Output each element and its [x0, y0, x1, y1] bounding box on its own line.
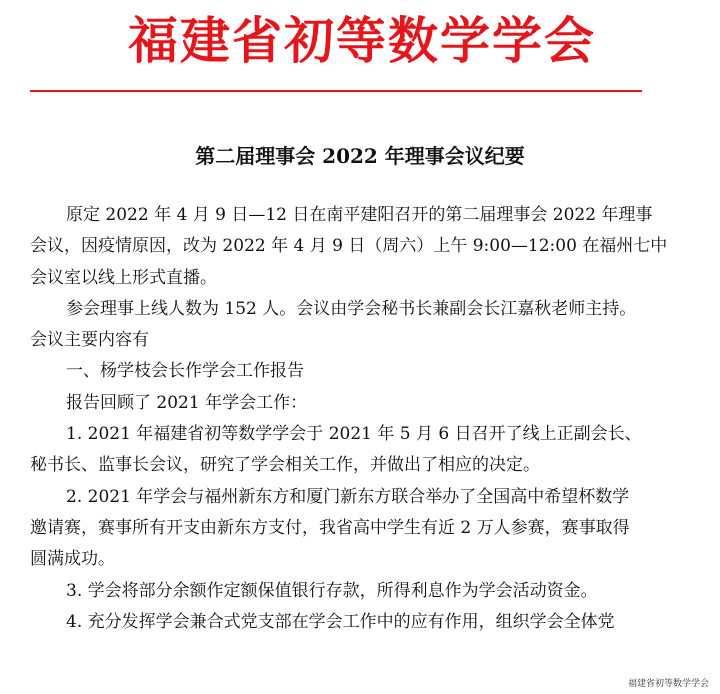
list-item-4-line-1: 4. 充分发挥学会兼合式党支部在学会工作中的应有作用，组织学会全体党	[66, 611, 615, 632]
list-item-1-line-2: 秘书长、监事长会议，研究了学会相关工作，并做出了相应的决定。	[30, 455, 540, 476]
body-line-5: 会议主要内容有	[30, 330, 149, 351]
red-divider-line	[30, 90, 642, 92]
watermark-label: 福建省初等数学学会	[625, 675, 712, 690]
list-item-3: 3. 学会将部分余额作定额保值银行存款，所得利息作为学会活动资金。	[66, 580, 598, 601]
list-item-1-line-1: 1. 2021 年福建省初等数学学会于 2021 年 5 月 6 日召开了线上正副会长、	[66, 424, 642, 445]
list-item-2-line-1: 2. 2021 年学会与福州新东方和厦门新东方联合举办了全国高中希望杯数学	[66, 486, 630, 507]
document-title: 第二届理事会 2022 年理事会议纪要	[195, 144, 525, 168]
organization-name-heading: 福建省初等数学学会	[128, 11, 596, 70]
list-item-2-line-3: 圆满成功。	[30, 549, 115, 570]
body-line-3: 会议室以线上形式直播。	[30, 267, 217, 288]
section-heading-1: 一、杨学枝会长作学会工作报告	[66, 361, 304, 382]
list-item-2-line-2: 邀请赛，赛事所有开支由新东方支付，我省高中学生有近 2 万人参赛，赛事取得	[30, 517, 630, 538]
body-line-4: 参会理事上线人数为 152 人。会议由学会秘书长兼副会长江嘉秋老师主持。	[66, 298, 637, 319]
body-line-1: 原定 2022 年 4 月 9 日—12 日在南平建阳召开的第二届理事会 2022 年理事	[66, 205, 653, 225]
body-line-7: 报告回顾了 2021 年学会工作：	[66, 392, 308, 413]
body-line-2: 会议，因疫情原因，改为 2022 年 4 月 9 日（周六）上午 9:00—12:00 在福州七中	[30, 236, 668, 257]
document-body	[30, 200, 670, 638]
